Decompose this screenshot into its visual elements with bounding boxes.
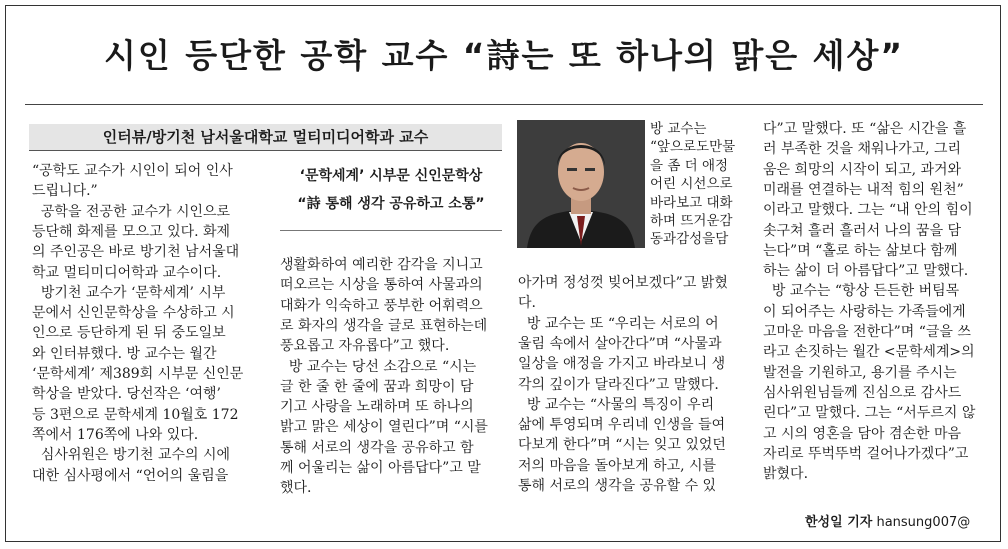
article-line: 다”고 말했다. 또 “삶은 시간을 흘	[763, 121, 967, 137]
article-line: 께 어울리는 삶이 아름답다”고 말	[280, 460, 481, 476]
article-line: 쪽에서 176쪽에 나와 있다.	[32, 426, 199, 443]
article-line: 삶에 투영되며 우리네 인생을 들여	[518, 417, 726, 434]
article-line: ‘문학세계’ 제389회 시부문 신인문	[32, 366, 244, 382]
article-line: 바라보고 대화	[650, 194, 733, 211]
article-line: 하며 뜨거운감	[650, 213, 733, 229]
article-line: “공학도 교수가 시인이 되어 인사	[32, 163, 233, 179]
article-line: 는다”며 “홀로 하는 삶보다 함께	[763, 242, 958, 259]
article-line: 인으로 등단하게 된 뒤 중도일보	[32, 325, 226, 342]
portrait-photo	[517, 120, 645, 248]
article-line: 등 3편으로 문학세계 10월호 172	[32, 406, 239, 423]
article-line: 러 부족한 것을 채워나가고, 그리	[763, 141, 962, 158]
article-line: 다.	[518, 295, 536, 312]
article-line: 을 좀 더 애정	[650, 157, 729, 174]
article-line: 이라고 말했다. 그는 “내 안의 힘이	[763, 202, 973, 219]
article-line: 각의 깊이가 달라진다”고 말했다.	[518, 376, 719, 393]
headline: 시인 등단한 공학 교수 “詩는 또 하나의 맑은 세상”	[103, 36, 905, 75]
article-line: 글 한 줄 한 줄에 꿈과 희망이 담	[280, 378, 474, 395]
article-line: 밝혔다.	[763, 466, 809, 483]
article-line: 심사위원님들께 진심으로 감사드	[763, 384, 962, 401]
article-line: 솟구쳐 흘러 흘러서 나의 꿈을 담	[763, 222, 962, 239]
article-line: 어린 시선으로	[650, 176, 733, 193]
article-line: 발전을 기원하고, 용기를 주시는	[763, 364, 957, 381]
article-line: 풍요롭고 자유롭다”고 했다.	[280, 338, 450, 355]
subhead-2: “詩 통해 생각 공유하고 소통”	[297, 196, 485, 212]
article-line: 로 화자의 생각을 글로 표현하는데	[280, 317, 488, 334]
article-line: 대화가 익숙하고 풍부한 어휘력으	[280, 297, 483, 314]
article-line: 린다”고 말했다. 그는 “서두르지 않	[763, 405, 976, 422]
article-line: 다보게 한다”며 “시는 잊고 있었던	[518, 437, 726, 454]
article-line: 아가며 정성껏 빚어보겠다”고 밝혔	[518, 275, 728, 291]
article-line: 이 되어주는 사랑하는 가족들에게	[763, 303, 966, 320]
article-line: 방기천 교수가 ‘문학세계’ 시부	[32, 284, 226, 301]
article-line: 기고 사랑을 노래하며 또 하나의	[280, 399, 474, 416]
article-line: 대한 심사평에서 “언어의 울림을	[32, 467, 229, 484]
article-line: 방 교수는 또 “우리는 서로의 어	[518, 315, 719, 332]
article-line: 밝고 맑은 세상이 열린다”며 “시를	[280, 419, 488, 436]
article-line: 라고 손짓하는 월간 <문학세계>의	[763, 344, 975, 361]
article-line: 떠오르는 시상을 통하여 사물과의	[280, 277, 483, 294]
article-line: 드립니다.”	[32, 183, 98, 200]
article-line: 학교 멀티미디어학과 교수이다.	[32, 264, 222, 281]
article-line: 움은 희망의 시작이 되고, 과거와	[763, 161, 962, 178]
article-line: 와 인터뷰했다. 방 교수는 월간	[32, 345, 217, 362]
headline-rule	[25, 104, 983, 105]
article-line: 자리로 뚜벅뚜벅 걸어나가겠다”고	[763, 445, 969, 462]
article-line: 등단해 화제를 모으고 있다. 화제	[32, 223, 231, 240]
subhead-rule	[280, 230, 502, 231]
article-line: 방 교수는 “항상 든든한 버팀목	[763, 283, 960, 300]
article-line: 학상을 받았다. 당선작은 ‘여행’	[32, 386, 221, 403]
article-line: 문에서 신인문학상을 수상하고 시	[32, 305, 235, 322]
article-line: 했다.	[280, 480, 312, 497]
article-line: “앞으로도만물	[650, 139, 736, 156]
reporter-email: hansung007@	[876, 515, 971, 530]
interview-label: 인터뷰/방기천 남서울대학교 멀티미디어학과 교수	[29, 124, 502, 151]
article-line: 하는 삶이 더 아름답다”고 말했다.	[763, 263, 969, 280]
article-line: 통해 서로의 생각을 공유하고 함	[280, 439, 474, 456]
reporter-name: 한성일 기자	[805, 515, 873, 530]
article-line: 공학을 전공한 교수가 시인으로	[32, 203, 231, 220]
article-line: 고마운 마음을 전한다”며 “글을 쓰	[763, 324, 971, 340]
article-line: 방 교수는	[650, 121, 707, 137]
article-line: 울림 속에서 살아간다”며 “사물과	[518, 335, 722, 352]
byline	[805, 511, 970, 530]
article-line: 일상을 애정을 가지고 바라보니 생	[518, 356, 726, 373]
article-line: 저의 마음을 돌아보게 하고, 시를	[518, 457, 717, 474]
article-line: 통해 서로의 생각을 공유할 수 있	[518, 478, 717, 494]
article-line: 생활화하여 예리한 감각을 지니고	[280, 257, 483, 273]
article-line: 방 교수는 “사물의 특징이 우리	[518, 396, 715, 413]
article-line: 방 교수는 당선 소감으로 “시는	[280, 358, 477, 375]
article-line: 심사위원은 방기천 교수의 시에	[32, 447, 231, 464]
article-line: 미래를 연결하는 내적 힘의 원천”	[763, 181, 964, 198]
article-line: 고 시의 영혼을 담아 겸손한 마음	[763, 425, 962, 442]
article-line: 동과감성을담	[650, 231, 729, 248]
article-line: 의 주인공은 바로 방기천 남서울대	[32, 244, 240, 261]
subhead-1: ‘문학세계’ 시부문 신인문학상	[299, 168, 483, 184]
